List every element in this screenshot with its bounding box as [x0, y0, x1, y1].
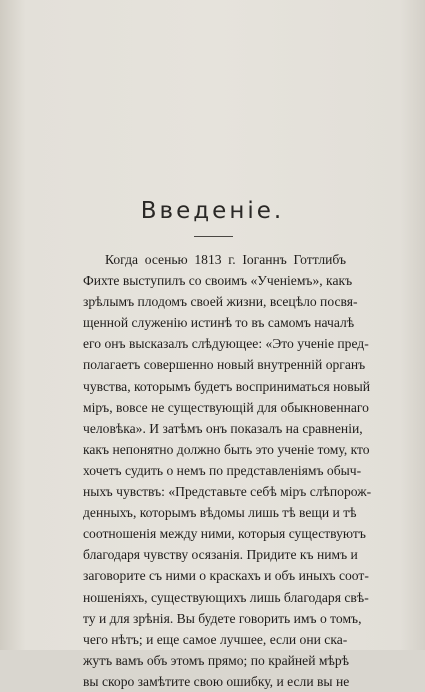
- text-line: заговорите съ ними о краскахъ и объ иныхъ соот-: [83, 568, 369, 584]
- text-line: какъ непонятно должно быть это ученiе тому, кто: [83, 441, 370, 457]
- text-line: Когда осенью 1813 г. Iоганнъ Готтлибъ: [105, 252, 346, 267]
- text-line: Фихте выступилъ со своимъ «Ученiемъ», какъ: [83, 273, 353, 289]
- text-line: благодаря чувству осязанiя. Придите къ нимъ и: [83, 547, 358, 563]
- text-line: соотношенiя между ними, которыя существуютъ: [83, 526, 366, 542]
- text-line: щенной служенiю истинѣ то въ самомъ началѣ: [83, 315, 355, 331]
- text-line: чувства, которымъ будетъ восприниматься новый: [83, 378, 371, 394]
- text-line: денныхъ, которымъ вѣдомы лишь тѣ вещи и тѣ: [83, 505, 357, 521]
- text-line: ныхъ чувствъ: «Представьте себѣ мiръ слѣпорож-: [83, 484, 372, 500]
- body-text: [83, 249, 372, 692]
- text-line: полагаетъ совершенно новый внутреннiй органъ: [83, 357, 366, 373]
- text-line: вы скоро замѣтите свою ошибку, и если вы не: [83, 673, 350, 689]
- chapter-title: Введенiе.: [140, 198, 285, 224]
- text-line: его онъ высказалъ слѣдующее: «Это ученiе пред-: [83, 336, 369, 352]
- text-line: зрѣлымъ плодомъ своей жизни, всецѣло посвя-: [83, 294, 358, 310]
- text-line: чего нѣтъ; и еще самое лучшее, если они ска-: [83, 631, 348, 647]
- text-line: мiръ, вовсе не существующiй для обыкновеннаго: [83, 399, 369, 415]
- text-line: ношенiяхъ, существующихъ лишь благодаря свѣ-: [83, 589, 369, 605]
- text-line: жутъ вамъ объ этомъ прямо; по крайней мѣрѣ: [83, 652, 350, 668]
- title-divider: [194, 236, 233, 237]
- text-line: хочетъ судить о немъ по представленiямъ обыч-: [83, 462, 362, 478]
- text-line: человѣка». И затѣмъ онъ показалъ на сравненiи,: [83, 420, 363, 436]
- text-line: ту и для зрѣнiя. Вы будете говорить имъ о томъ,: [83, 610, 362, 626]
